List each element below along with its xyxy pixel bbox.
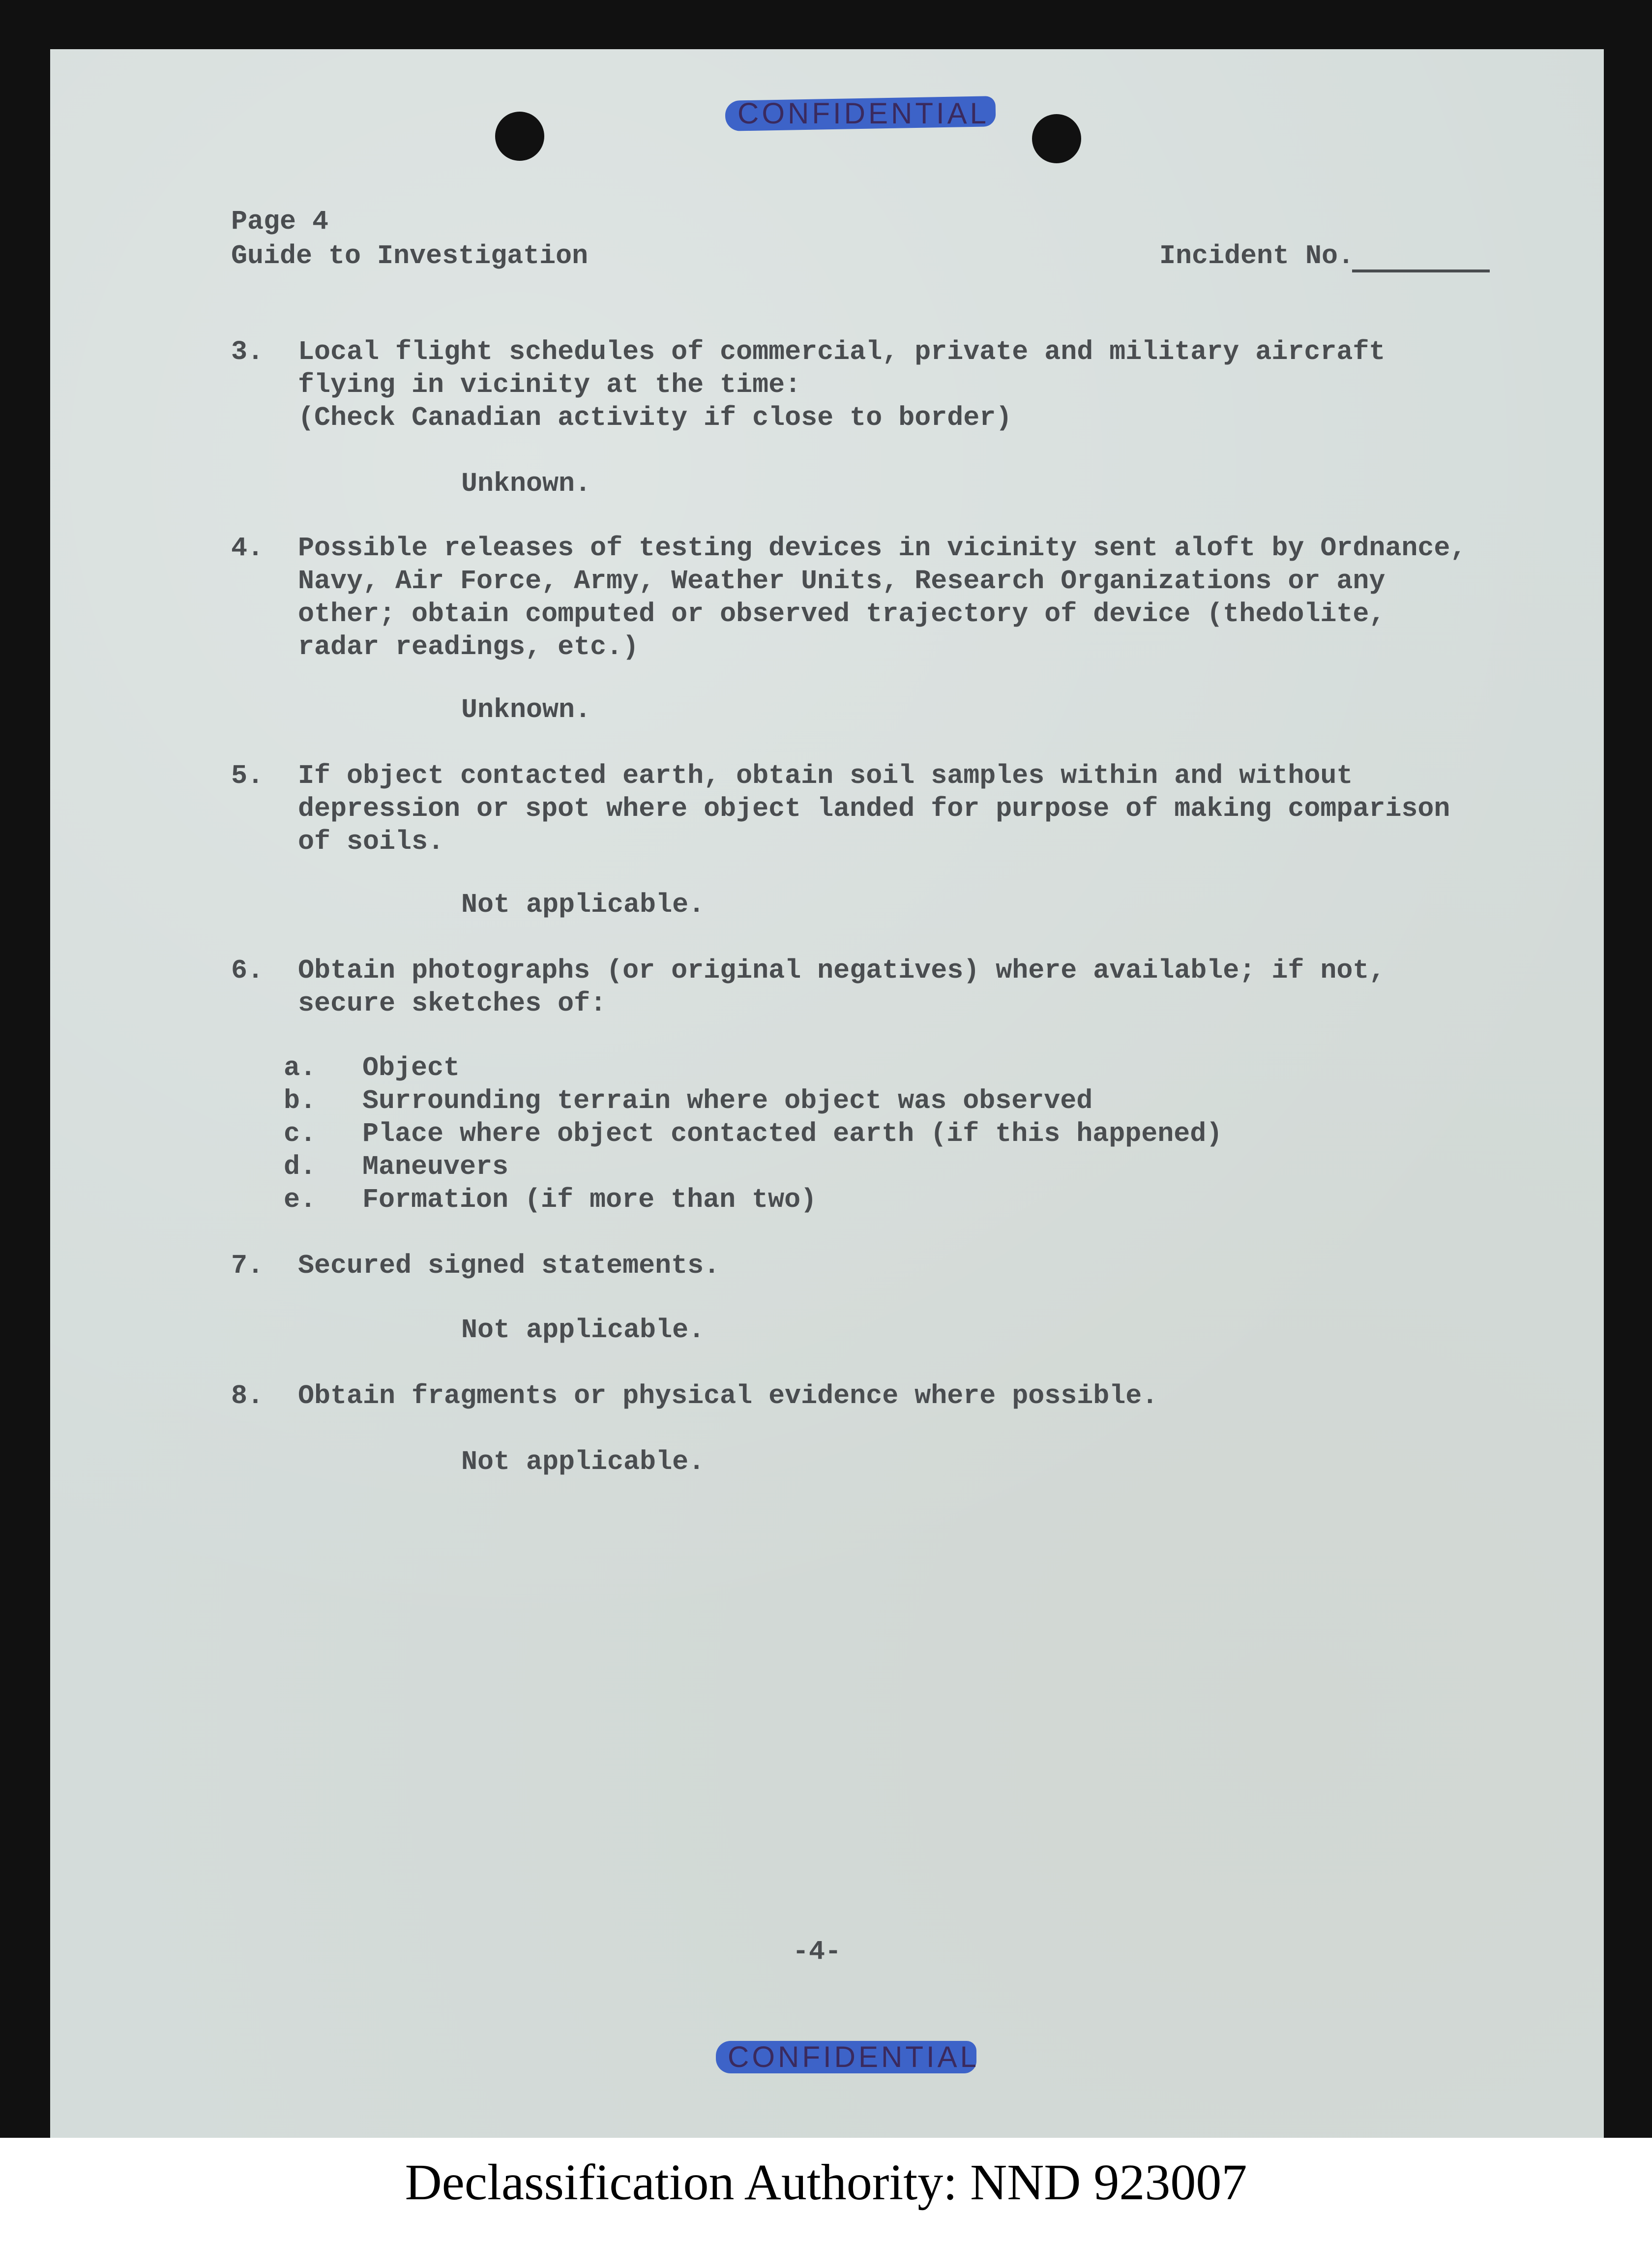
item-text: of soils. [298,826,444,857]
item-number: 3. [231,336,264,367]
subitem-letter: d. [284,1151,317,1182]
item-answer: Not applicable. [461,1446,705,1477]
item-text: flying in vicinity at the time: [298,369,801,400]
subitem-letter: b. [284,1085,317,1116]
subitem-text: Maneuvers [362,1151,509,1182]
incident-number-blank [1352,269,1490,272]
punch-hole [495,112,544,161]
item-text: Navy, Air Force, Army, Weather Units, Research Organizations or any [298,566,1386,597]
declassification-caption: Declassification Authority: NND 923007 [405,2154,1247,2211]
item-text: Possible releases of testing devices in vicinity sent aloft by Ordnance, [298,533,1467,564]
item-text: Obtain fragments or physical evidence where possible. [298,1380,1158,1411]
item-number: 7. [231,1250,264,1281]
subitem-letter: a. [284,1052,317,1083]
subitem-text: Surrounding terrain where object was observed [362,1085,1093,1116]
item-number: 8. [231,1380,264,1411]
item-number: 6. [231,955,264,986]
subitem-letter: c. [284,1118,317,1149]
item-answer: Not applicable. [461,1315,705,1346]
incident-label: Incident No. [1159,240,1355,271]
item-text: secure sketches of: [298,988,607,1019]
page-number: -4- [793,1936,842,1967]
item-text: radar readings, etc.) [298,631,639,662]
item-text: other; obtain computed or observed trajectory of device (thedolite, [298,599,1386,629]
punch-hole [1032,114,1081,163]
item-text: Obtain photographs (or original negatives) where available; if not, [298,955,1386,986]
item-answer: Not applicable. [461,889,705,920]
subitem-text: Place where object contacted earth (if this happened) [362,1118,1223,1149]
item-number: 5. [231,760,264,791]
item-text: (Check Canadian activity if close to border) [298,402,1012,433]
document-title: Guide to Investigation [231,240,589,271]
item-text: Secured signed statements. [298,1250,720,1281]
subitem-letter: e. [284,1184,317,1215]
page-label: Page 4 [231,206,329,237]
item-number: 4. [231,533,264,564]
item-text: depression or spot where object landed for purpose of making comparison [298,793,1450,824]
confidential-stamp-bottom: CONFIDENTIAL [728,2040,980,2073]
item-text: If object contacted earth, obtain soil samples within and without [298,760,1353,791]
subitem-text: Formation (if more than two) [362,1184,817,1215]
subitem-text: Object [362,1052,460,1083]
item-text: Local flight schedules of commercial, private and military aircraft [298,336,1386,367]
item-answer: Unknown. [461,468,591,499]
item-answer: Unknown. [461,694,591,725]
confidential-stamp-top: CONFIDENTIAL [738,97,990,130]
